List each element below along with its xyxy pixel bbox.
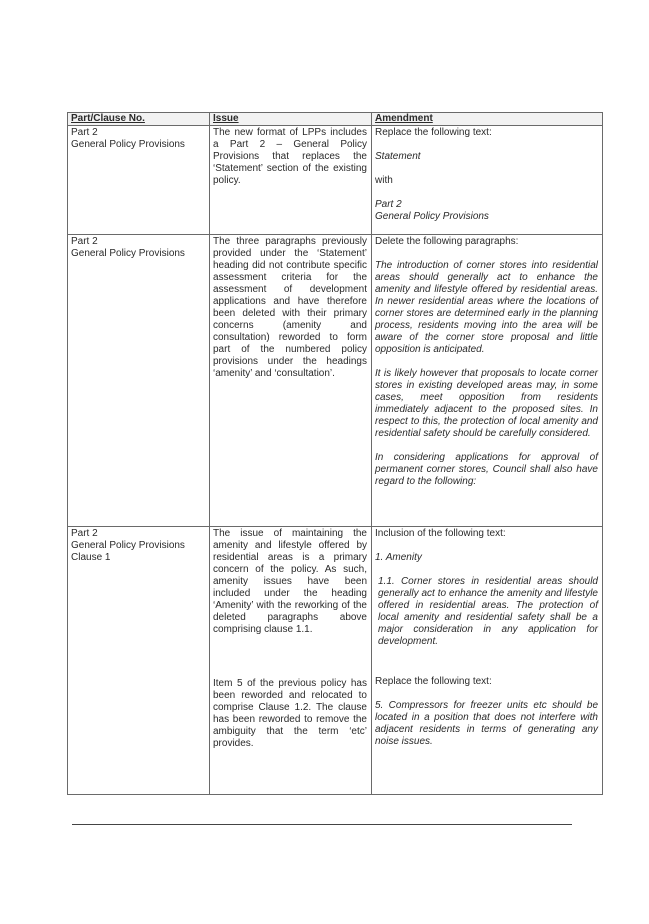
table-row [68,126,603,235]
part-clause-cell [68,527,210,795]
header-part-clause: Part/Clause No. [68,113,210,126]
amendment-instruction: Inclusion of the following text: [375,528,506,539]
issue-text: The new format of LPPs includes a Part 2 – General Policy Provisions that replaces the ‘Statement’ section of the existing policy. [213,127,367,186]
table-header-row [68,113,603,126]
part-label: Part 2 [71,528,98,539]
amendment-clause-text: 1.1. Corner stores in residential areas should generally act to enhance the amenity and lifestyle offered in residential areas. The protection of local amenity and residential safety shall be a major consideration in any application for development. [378,576,598,647]
table-row [68,527,603,795]
amendment-old-text: Statement [375,151,421,162]
amendment-cell [372,527,603,795]
amendment-heading: 1. Amenity [375,552,422,563]
issue-cell [210,527,372,795]
amendment-cell [372,235,603,527]
part-label: Part 2 [71,236,98,247]
deleted-paragraph-3: In considering applications for approval of permanent corner stores, Council shall also have regard to the following: [375,452,598,487]
part-section: General Policy Provisions [71,248,185,259]
part-clause-cell [68,235,210,527]
amendment-table [67,112,603,795]
issue-cell [210,235,372,527]
amendment-new-part: Part 2 [375,199,402,210]
part-section: General Policy Provisions [71,540,185,551]
issue-text-2: Item 5 of the previous policy has been reworded and relocated to comprise Clause 1.2. The clause has been reworded to remove the ambiguity that the term ‘etc’ provides. [213,678,367,749]
amendment-instruction-2: Replace the following text: [375,676,492,687]
amendment-item-text: 5. Compressors for freezer units etc should be located in a position that does not interfere with adjacent residents in terms of generating any noise issues. [375,700,598,747]
part-clause: Clause 1 [71,552,111,563]
header-amendment: Amendment [372,113,603,126]
deleted-paragraph-1: The introduction of corner stores into residential areas should generally act to enhance the amenity and lifestyle offered by residential areas. In newer residential areas where the locations of corner stores are determined early in the planning process, residents moving into the area will be aware of the corner store proposal and little opposition is anticipated. [375,260,598,355]
amendment-with: with [375,175,393,186]
header-issue: Issue [210,113,372,126]
table-row [68,235,603,527]
amendment-new-section: General Policy Provisions [375,211,489,222]
issue-cell [210,126,372,235]
issue-text-1: The issue of maintaining the amenity and lifestyle offered by residential areas is a primary concern of the policy. As such, amenity issues have been included under the heading ‘Amenity’ with the reworking of the deleted paragraphs above comprising clause 1.1. [213,528,367,635]
part-section: General Policy Provisions [71,139,185,150]
part-label: Part 2 [71,127,98,138]
amendment-instruction: Delete the following paragraphs: [375,236,519,247]
amendment-cell [372,126,603,235]
footer-divider [72,824,572,825]
issue-text: The three paragraphs previously provided under the ‘Statement’ heading did not contribute specific assessment criteria for the assessment of development applications and have therefore been deleted with their primary concerns (amenity and consultation) reworded to form part of the numbered policy provisions under the headings ‘amenity’ and ‘consultation’. [213,236,367,379]
part-clause-cell [68,126,210,235]
amendment-instruction: Replace the following text: [375,127,492,138]
deleted-paragraph-2: It is likely however that proposals to locate corner stores in existing developed areas may, in some cases, meet opposition from residents immediately adjacent to the proposed sites. In respect to this, the protection of local amenity and residential safety should be carefully considered. [375,368,598,439]
